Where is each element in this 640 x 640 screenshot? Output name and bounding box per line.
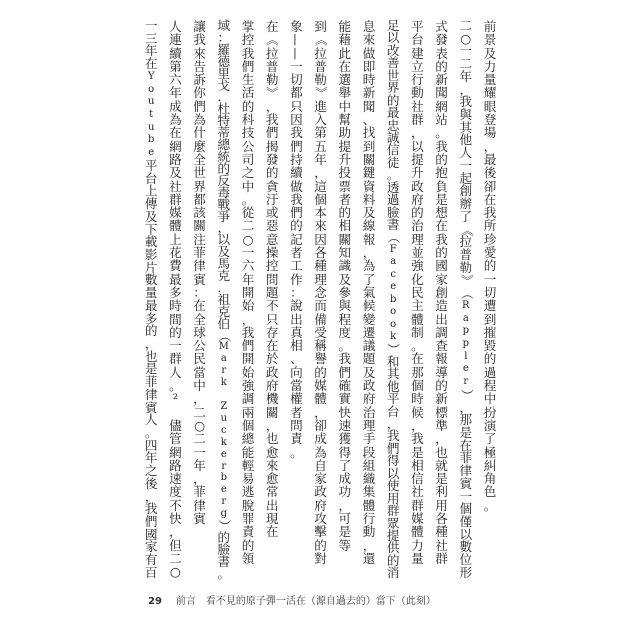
text-column: 人 連 續 第 六 年 成 為 在 網 路 及 社 群 媒 體 上 花 費 最 多 時 間 的 一 群 人 。 ² 儘 管 網 路 速 度 不 快 ， 但 二 ○: [169, 19, 182, 580]
vertical-text-block: [142, 20, 498, 580]
page-footer: [148, 595, 436, 609]
text-column: 象 — — 一 切 都 只 因 我 們 持 續 做 我 們 的 記 者 工 作 ： 說 出 真 相 、 向 當 權 者 問 責 。: [289, 19, 305, 460]
text-column: 讓 我 來 告 訴 你 們 為 什 麼 全 世 界 都 該 關 注 菲 律 賓 ： 在 全 球 公 民 當 中 ， 二 ○ 二 一 年 ， 菲 律 賓: [193, 19, 206, 526]
text-column: 前 景 及 力 量 耀 眼 登 場 ， 最 後 卻 在 我 所 珍 愛 的 一 切 遭 到 摧 毀 的 過 程 中 扮 演 了 極 糾 角 色 。: [483, 19, 497, 513]
text-column: 域 ： 羅 德 里 戈 ． 杜 特 蒂 總 統 的 反 毒 戰 爭 ， 以 及 馬 克 ． 祖 克 伯 （ M a r k Z u c k e r b e r g ） 的 臉 書 。: [216, 18, 232, 581]
text-column: 息 來 做 即 時 新 聞 、 找 到 關 鍵 資 料 及 線 報 ， 為 了 氣 候 變 遷 議 題 及 政 府 治 理 手 段 組 織 集 體 行 動 ， 還: [362, 19, 376, 566]
text-column: 一 三 年 在 Y o u t u b e 平 台 上 傳 及 下 載 影 片 數 量 最 多 的 ， 也 是 菲 律 賓 人 。 四 年 之 後 ， 我 們 國 家 有 百: [144, 18, 158, 580]
text-column: 能 藉 此 在 選 舉 中 幫 助 提 升 投 票 者 的 相 關 知 識 及 參 與 程 度 。 我 們 確 實 快 速 獲 得 了 成 功 ， 可 是 等: [338, 19, 352, 553]
text-column: 足 以 改 善 世 界 的 最 忠 誠 信 徒 。 透 過 臉 書 （ F a c e b o o k ） 和 其 他 平 台 ， 我 們 得 以 使 用 群 眾 提 供 的 消: [386, 18, 402, 581]
text-column: 掌 控 我 們 生 活 的 科 技 公 司 之 中 。 從 二 ○ 一 六 年 開 始 ， 我 們 開 始 強 調 兩 個 總 能 輕 易 逃 脫 罪 責 的 領: [241, 19, 255, 566]
text-column: 到 《 拉 普 勒 》 進 入 第 五 年 ， 這 個 本 來 因 各 種 理 念 而 備 受 稱 譽 的 媒 體 ， 卻 成 為 自 家 政 府 攻 擊 的 對: [313, 19, 329, 566]
text-column: 二 ○ 一 二 年 ， 我 與 其 他 人 一 起 創 辦 了 《 拉 普 勒 》 （ R a p p l e r ） ， 那 是 在 菲 律 賓 一 個 僅 以 數 位 形: [459, 18, 475, 580]
page-number: 29: [148, 596, 162, 607]
text-column: 平 台 建 立 行 動 社 群 ， 以 提 升 政 府 的 治 理 並 強 化 民 主 體 制 。 在 那 個 時 候 ， 我 是 相 信 社 群 媒 體 力 量: [411, 19, 424, 566]
text-column: 在 《 拉 普 勒 》 ， 我 們 揭 發 的 貪 汙 或 惡 意 操 控 問 題 不 只 存 在 於 政 府 機 關 ， 也 愈 來 愈 常 出 現 在: [264, 19, 280, 540]
running-header: 前言 看不見的原子彈一活在（源自過去的）當下（此刻）: [175, 596, 436, 607]
text-column: 式 發 表 的 新 聞 網 站 。 我 的 抱 負 是 想 在 我 的 國 家 創 造 出 調 查 報 導 的 新 標 準 ， 也 就 是 利 用 各 種 社 群: [435, 19, 448, 566]
